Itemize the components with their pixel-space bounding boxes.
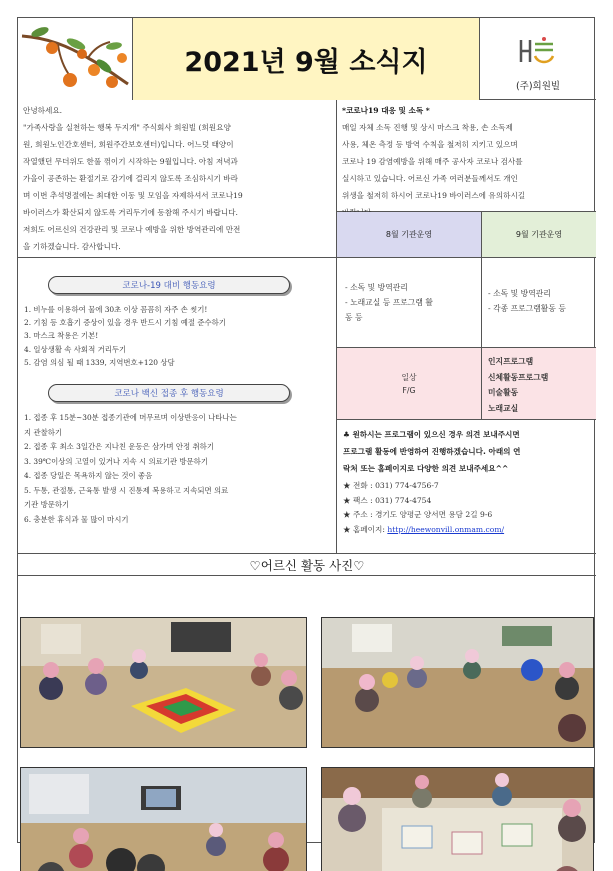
- greeting-line: 가을이 공존하는 환절기로 감기에 걸리지 않도록 조심하시기 바라: [23, 174, 238, 183]
- contact-lead-line: ♣ 원하시는 프로그램이 있으신 경우 의견 보내주시면: [343, 430, 520, 439]
- contact-lead-line: 락처 또는 홈페이지로 다양한 의견 보내주세요^^: [343, 464, 509, 473]
- program-item: 미술활동: [488, 388, 519, 397]
- program-item: 신체활동프로그램: [488, 372, 549, 382]
- contact-homepage: [343, 523, 590, 538]
- greeting-line: "가족사랑을 실천하는 행복 두지개" 주식회사 희원빌 (희원요양: [23, 123, 231, 132]
- contact-fax: ★ 팩스 : 031) 774-4754: [343, 495, 432, 505]
- covid-rule-item: 1. 비누를 이용하여 물에 30초 이상 꼼꼼히 자주 손 씻기!: [24, 305, 208, 314]
- contact-panel: [337, 420, 596, 554]
- program-item: 인지프로그램: [488, 357, 534, 366]
- greeting-line: 원, 희원노인간호센터, 희원주간보호센터)입니다. 어느덧 태양이: [23, 140, 234, 149]
- vaccine-rules-list: [24, 411, 332, 527]
- covid-note-line: 코로나 19 감염예방을 위해 매주 공사자 코로나 검사를: [342, 157, 523, 166]
- covid-rule-item: 2. 기침 등 호흡기 증상이 있을 경우 반드시 기침 예절 준수하기: [24, 318, 226, 328]
- covid-note-line: 매일 자체 소독 진행 및 상시 마스크 착용, 손 소독제: [342, 123, 513, 132]
- covid-rule-item: 3. 마스크 착용은 기본!: [24, 331, 99, 341]
- september-operation-item: - 각종 프로그램활동 등: [488, 304, 566, 313]
- company-name: (주)희원빌: [515, 81, 561, 92]
- greeting-line: 바이러스가 확산되지 않도록 거리두기에 동참해 주시기 바랍니다.: [23, 208, 238, 217]
- vaccine-rule-item: 4. 접종 당일은 목욕하지 않는 것이 좋음: [24, 471, 153, 480]
- contact-lead: [343, 426, 590, 477]
- august-operation-item: 동 등: [345, 313, 363, 322]
- vaccine-rule-item: 5. 두통, 관절통, 근육통 발생 시 진통제 복용하고 지속되면 의료: [24, 485, 229, 495]
- august-operation-list: [337, 258, 482, 348]
- august-operation-item: - 노래교실 등 프로그램 활: [345, 298, 433, 307]
- company-logo: [480, 18, 596, 100]
- activity-photo-1[interactable]: [20, 617, 307, 748]
- program-category-line1: 일상: [401, 372, 417, 382]
- august-operation-header: 8월 기관운영: [337, 212, 482, 258]
- persimmon-branch-icon: [18, 18, 133, 100]
- heewon-logo-icon: [518, 36, 556, 68]
- contact-lead-line: 프로그램 활동에 반영하여 진행하겠습니다. 아래의 연: [343, 447, 521, 456]
- photo-gallery: [18, 576, 596, 844]
- greeting-line: 안녕하세요.: [23, 106, 63, 115]
- vaccine-rules-title: 코로나 백신 접종 후 행동요령: [48, 384, 290, 402]
- program-category: [337, 348, 482, 420]
- activity-photo-4[interactable]: [321, 767, 594, 871]
- activity-photo-3[interactable]: [20, 767, 307, 871]
- vaccine-rule-item: 지 관찰하기: [24, 427, 63, 437]
- september-operation-item: - 소독 및 방역관리: [488, 289, 551, 298]
- vaccine-rule-item: 기관 방문하기: [24, 500, 70, 509]
- vaccine-rule-item: 6. 충분한 휴식과 물 많이 마시기: [24, 514, 129, 524]
- september-operation-list: [482, 258, 596, 348]
- covid-note-line: 사용, 체온 측정 등 방역 수칙을 철저히 지키고 있으며: [342, 140, 518, 149]
- activity-photo-2[interactable]: [321, 617, 594, 748]
- covid-rule-item: 4. 일상생활 속 사회적 거리두기: [24, 344, 127, 354]
- vaccine-rule-item: 2. 접종 후 최소 3일간은 지나친 운동은 삼가며 안정 취하기: [24, 442, 214, 451]
- covid-note-line: 실시하고 있습니다. 어르신 가족 여러분들께서도 개인: [342, 174, 518, 183]
- greeting-line: 며 이번 추석명절에는 최대한 이동 및 모임을 자제하셔서 코로나19: [23, 191, 243, 200]
- september-operation-header: 9월 기관운영: [482, 212, 596, 258]
- greeting-line: 을 기하겠습니다. 감사합니다.: [23, 242, 121, 251]
- program-item: 노래교실: [488, 403, 519, 413]
- homepage-label: ★ 홈페이지:: [343, 524, 388, 534]
- vaccine-rule-item: 3. 39℃이상의 고열이 있거나 지속 시 의료기관 방문하기: [24, 456, 208, 466]
- photo-section-title: ♡어르신 활동 사진♡: [18, 554, 596, 576]
- covid-rules-title: 코로나-19 대비 행동요령: [48, 276, 290, 294]
- covid-rules-list: [24, 303, 332, 369]
- august-operation-item: - 소독 및 방역관리: [345, 283, 408, 292]
- program-list: [482, 348, 596, 420]
- vaccine-rule-item: 1. 접종 후 15분~30분 접종기관에 머무르며 이상반응이 나타나는: [24, 413, 237, 422]
- greeting-line: 저희도 어르신의 건강관리 및 코로나 예방을 위한 방역관리에 만전: [23, 225, 241, 234]
- newsletter-sheet: [17, 17, 595, 843]
- newsletter-title: 2021년 9월 소식지: [133, 18, 480, 100]
- contact-address: ★ 주소 : 경기도 양평군 양서면 용담 2길 9-6: [343, 510, 493, 519]
- greeting-line: 작열했던 무더위도 한풀 꺾이기 시작하는 9월입니다. 아침 저녁과: [23, 157, 238, 166]
- covid-note-title: *코로나19 대응 및 소독 *: [342, 106, 430, 115]
- contact-phone: ★ 전화 : 031) 774-4756-7: [343, 481, 439, 490]
- covid-note-line: 위생을 철저히 하시어 코로나19 바이러스에 유의하시길: [342, 191, 526, 200]
- greeting-message: [18, 100, 337, 258]
- covid-response-note: [337, 100, 596, 212]
- program-category-line2: F/G: [402, 385, 416, 395]
- covid-rule-item: 5. 감염 의심 될 때 1339, 지역번호+120 상담: [24, 357, 175, 367]
- homepage-link[interactable]: http://heewonvill.onmam.com/: [387, 524, 505, 534]
- guidelines-panel: [18, 258, 337, 554]
- header: [18, 18, 596, 100]
